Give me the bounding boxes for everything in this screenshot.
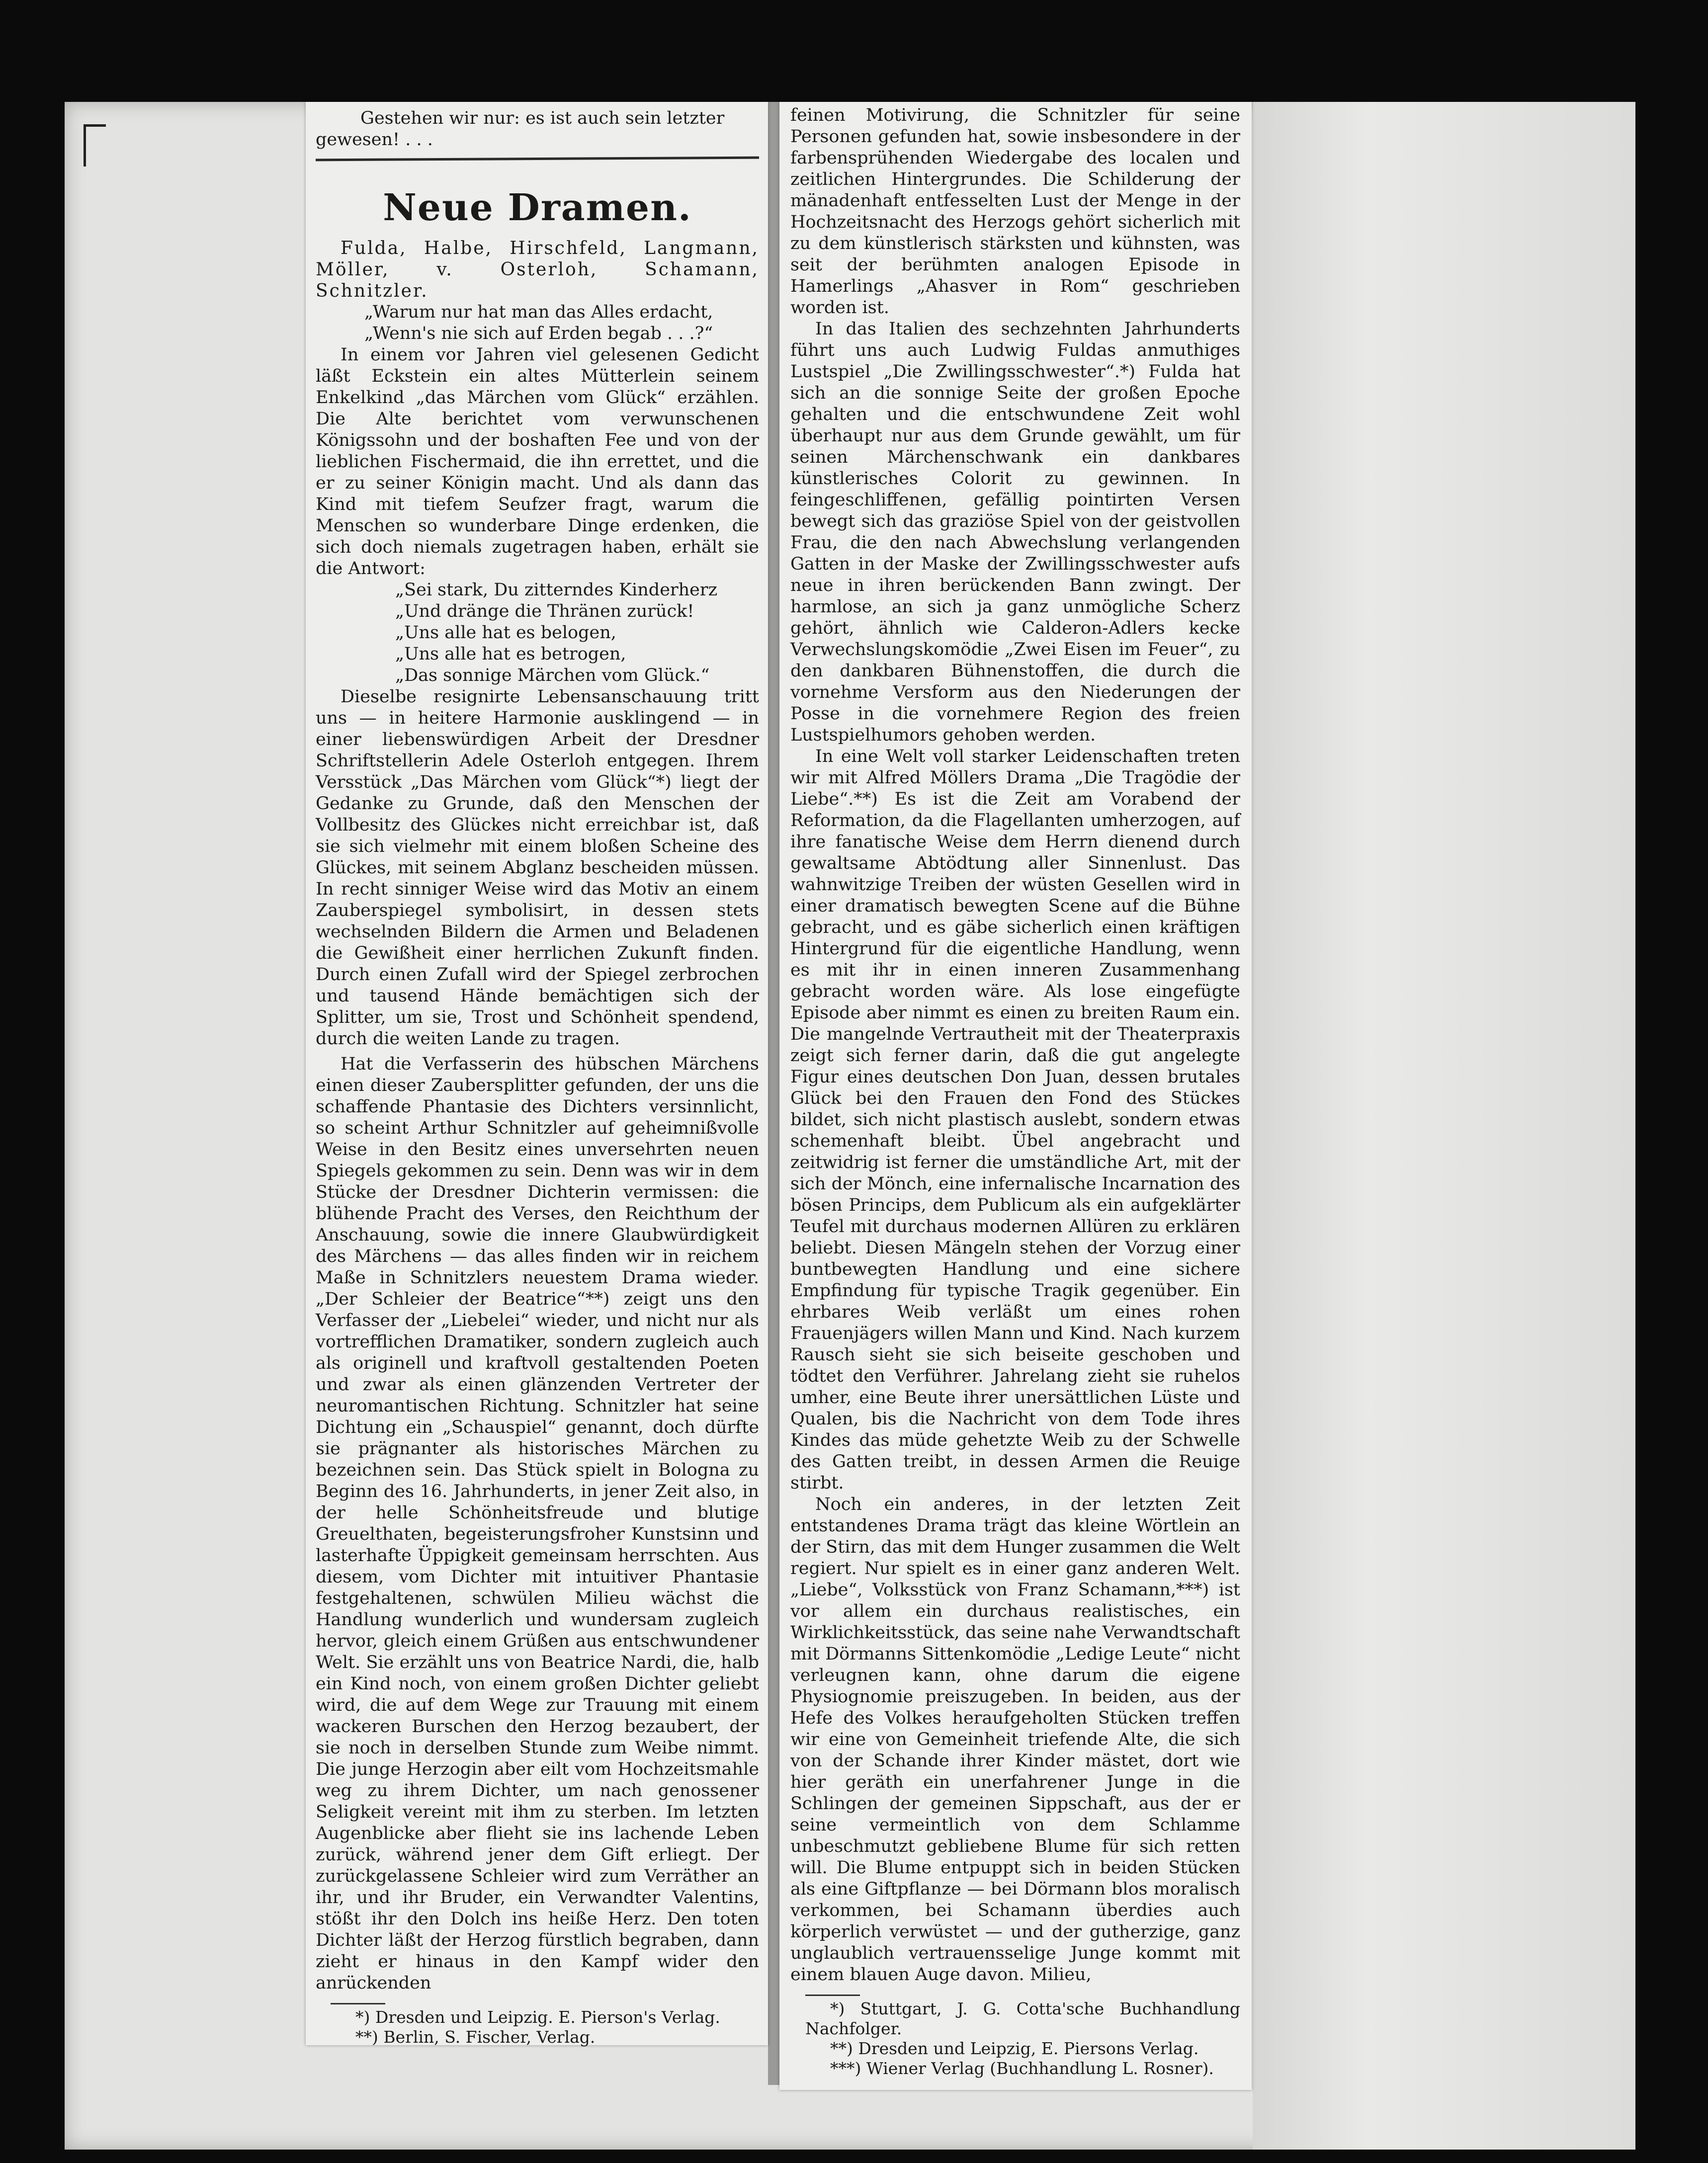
footnote-2: **) Berlin, S. Fischer, Verlag. xyxy=(355,2027,596,2047)
poem-line-4: „Uns alle hat es betrogen, xyxy=(395,644,626,664)
article-authors: Fulda, Halbe, Hirschfeld, Langmann, Möller, v. Osterloh, Schamann, Schnitzler. xyxy=(316,238,759,301)
paragraph: In das Italien des sechzehnten Jahrhunderts führt uns auch Ludwig Fuldas anmuthiges Lustspiel „Die Zwillingsschwester“.*) Fulda hat sich an die sonnige Seite der großen Epoche gehalten und die entschwundene Zeit wohl überhaupt nur aus dem Grunde gewählt, um für seinen Märchenschwank ein dankbares künstlerisches Colorit zu gewinnen. In feingeschliffenen, gefällig pointirten Versen bewegt sich das graziöse Spiel von der geistvollen Frau, die den nach Abwechslung verlangenden Gatten in der Maske der Zwillingsschwester aufs neue in ihren berückenden Bann zwingt. Der harmlose, an sich ja ganz unmögliche Scherz gehört, ähnlich wie Calderon-Adlers kecke Verwechslungskomödie „Zwei Eisen im Feuer“, zu den dankbaren Bühnenstoffen, die durch die vornehme Versform aus den Niederungen der Posse in die vornehmere Region des freien Lustspielhumors gehoben werden. xyxy=(790,319,1240,745)
poem-line-2: „Und dränge die Thränen zurück! xyxy=(395,601,694,621)
poem-line-5: „Das sonnige Märchen vom Glück.“ xyxy=(395,666,710,685)
paragraph: feinen Motivirung, die Schnitzler für seine Personen gefunden hat, sowie insbesondere in der farbensprühenden Wiedergabe des localen und zeitlichen Hintergrundes. Die Schilderung der mänadenhaft entfesselten Lust der Menge in der Hochzeitsnacht des Herzogs gehört sicherlich mit zu dem künstlerisch stärksten und kühnsten, was seit der berühmten analogen Episode in Hamerlings „Ahasver in Rom“ geschrieben worden ist. xyxy=(790,105,1240,318)
clipping-right xyxy=(779,102,1252,2090)
poem-line-3: „Uns alle hat es belogen, xyxy=(395,623,616,643)
motto-line-1: „Warum nur hat man das Alles erdacht, xyxy=(364,302,713,322)
paragraph: Noch ein anderes, in der letzten Zeit entstandenes Drama trägt das kleine Wörtlein an der Stirn, das mit dem Hunger zusammen die Welt regiert. Nur spielt es in einer ganz anderen Welt. „Liebe“, Volksstück von Franz Schamann,***) ist vor allem ein durchaus realistisches, ein Wirklichkeitsstück, das seine nahe Verwandtschaft mit Dörmanns Sittenkomödie „Ledige Leute“ nicht verleugnen kann, ohne darum die eigene Physiognomie preiszugeben. In beiden, aus der Hefe des Volkes heraufgeholten Stücken treffen wir eine von Gemeinheit triefende Alte, die sich von der Schande ihrer Kinder mästet, dort wie hier geräth ein unerfahrener Junge in die Schlingen der gemeinen Sippschaft, aus der er seine vermeintlich von dem Schlamme unbeschmutzt gebliebene Blume für sich retten will. Die Blume entpuppt sich in beiden Stücken als eine Giftpflanze — bei Dörmann blos moralisch verkommen, bei Schamann überdies auch körperlich verwüstet — und der gutherzige, ganz unglaublich vertrauensselige Junge kommt mit einem blauen Auge davon. Milieu, xyxy=(790,1495,1240,1985)
paragraph: In eine Welt voll starker Leidenschaften treten wir mit Alfred Möllers Drama „Die Tragödie der Liebe“.**) Es ist die Zeit am Vorabend der Reformation, da die Flagellanten umherzogen, auf ihre fanatische Weise dem Herrn dienend durch gewaltsame Abtödtung aller Sinnenlust. Das wahnwitzige Treiben der wüsten Gesellen wird in einer dramatisch bewegten Scene auf die Bühne gebracht, und es gäbe sicherlich einen kräftigen Hintergrund für die eigentliche Handlung, wenn es mit ihr in einen inneren Zusammenhang gebracht worden wäre. Als lose eingefügte Episode aber nimmt es einen zu breiten Raum ein. Die mangelnde Vertrautheit mit der Theaterpraxis zeigt sich ferner darin, daß die gut angelegte Figur eines deutschen Don Juan, dessen brutales Glück bei den Frauen den Fond des Stückes bildet, sich nicht plastisch auslebt, sondern etwas schemenhaft bleibt. Übel angebracht und zeitwidrig ist ferner die umständliche Art, mit der sich der Mönch, eine infernalische Incarnation des bösen Princips, dem Publicum als ein aufgeklärter Teufel mit durchaus modernen Allüren zu erklären beliebt. Diesen Mängeln stehen der Vorzug einer buntbewegten Handlung und eine sichere Empfindung für typische Tragik gegenüber. Ein ehrbares Weib verläßt um eines rohen Frauenjägers willen Mann und Kind. Nach kurzem Rausch sieht sie sich beiseite geschoben und tödtet den Verführer. Jahrelang zieht sie ruhelos umher, eine Beute ihrer unersättlichen Lüste und Qualen, bis die Nachricht von dem Tode ihres Kindes das müde gehetzte Weib zu der Schwelle des Gatten treibt, in dessen Armen die Reuige stirbt. xyxy=(790,747,1240,1493)
footnote-1: *) Dresden und Leipzig. E. Pierson's Verlag. xyxy=(355,2007,720,2027)
intro-line-2: gewesen! . . . xyxy=(316,130,433,150)
right-column xyxy=(790,105,1240,2079)
left-column xyxy=(316,108,759,2047)
corner-crop-mark xyxy=(84,124,106,166)
paragraph: In einem vor Jahren viel gelesenen Gedicht läßt Eckstein ein altes Mütterlein seinem Enkelkind „das Märchen vom Glück“ erzählen. Die Alte berichtet vom verwunschenen Königssohn und der boshaften Fee und von der lieblichen Fischermaid, die ihn errettet, und die er zu seiner Königin macht. Und als dann das Kind mit tiefem Seufzer fragt, warum die Menschen so wunderbare Dinge erdenken, die sich doch niemals zugetragen haben, erhält sie die Antwort: xyxy=(316,345,759,579)
intro-line-1: Gestehen wir nur: es ist auch sein letzter xyxy=(360,108,725,128)
article-title: Neue Dramen. xyxy=(383,186,692,229)
section-divider xyxy=(316,157,759,162)
footnote-1: *) Stuttgart, J. G. Cotta'sche Buchhandlung Nachfolger. xyxy=(805,1999,1240,2038)
motto-line-2: „Wenn's nie sich auf Erden begab . . .?“ xyxy=(364,324,713,343)
column-seam xyxy=(768,102,779,2085)
footnote-rule xyxy=(331,2003,385,2004)
footnote-3: ***) Wiener Verlag (Buchhandlung L. Rosner). xyxy=(830,2059,1214,2078)
clipping-left xyxy=(306,102,768,2045)
paragraph: Hat die Verfasserin des hübschen Märchens einen dieser Zaubersplitter gefunden, der uns die schaffende Phantasie des Dichters versinnlicht, so scheint Arthur Schnitzler auf geheimnißvolle Weise in den Besitz eines unversehrten neuen Spiegels gekommen zu sein. Denn was wir in dem Stücke der Dresdner Dichterin vermissen: die blühende Pracht des Verses, den Reichthum der Anschauung, sowie die innere Glaubwürdigkeit des Märchens — das alles finden wir in reichem Maße in Schnitzlers neuestem Drama wieder. „Der Schleier der Beatrice“**) zeigt uns den Verfasser der „Liebelei“ wieder, und nicht nur als vortrefflichen Dramatiker, sondern zugleich auch als originell und kraftvoll gestaltenden Poeten und zwar als einen glänzenden Vertreter der neuromantischen Richtung. Schnitzler hat seine Dichtung ein „Schauspiel“ genannt, doch dürfte sie prägnanter als historisches Märchen zu bezeichnen sein. Das Stück spielt in Bologna zu Beginn des 16. Jahrhunderts, in jener Zeit also, in der helle Schönheitsfreude und blutige Greuelthaten, begeisterungsfroher Kunstsinn und lasterhafte Üppigkeit gemeinsam herrschten. Aus diesem, vom Dichter mit intuitiver Phantasie festgehaltenen, schwülen Milieu wächst die Handlung wunderlich und wundersam zugleich hervor, gleich einem Grüßen aus entschwundener Welt. Sie erzählt uns von Beatrice Nardi, die, halb ein Kind noch, von einem großen Dichter geliebt wird, die auf dem Wege zur Trauung mit einem wackeren Burschen den Herzog bezaubert, der sie noch in derselben Stunde zum Weibe nimmt. Die junge Herzogin aber eilt vom Hochzeitsmahle weg zu ihrem Dichter, um nach genossener Seligkeit vereint mit ihm zu sterben. Im letzten Augenblicke aber flieht sie ins lachende Leben zurück, während jener dem Gift erliegt. Der zurückgelassene Schleier wird zum Verräther an ihr, und ihr Bruder, ein Verwandter Valentins, stößt ihr den Dolch ins heiße Herz. Den toten Dichter läßt der Herzog fürstlich begraben, dann zieht er hinaus in den Kampf wider den anrückenden xyxy=(316,1054,759,1993)
footnote-2: **) Dresden und Leipzig, E. Piersons Verlag. xyxy=(830,2039,1199,2058)
sheet-margin xyxy=(1253,102,1635,2150)
paragraph: Dieselbe resignirte Lebensanschauung tritt uns — in heitere Harmonie ausklingend — in einer liebenswürdigen Arbeit der Dresdner Schriftstellerin Adele Osterloh entgegen. Ihrem Versstück „Das Märchen vom Glück“*) liegt der Gedanke zu Grunde, daß den Menschen der Vollbesitz des Glückes nicht erreichbar ist, daß sie sich vielmehr mit einem bloßen Scheine des Glückes, mit seinem Abglanz bescheiden müssen. In recht sinniger Weise wird das Motiv an einem Zauberspiegel symbolisirt, in dessen stets wechselnden Bildern die Armen und Beladenen die Gewißheit einer herrlichen Zukunft finden. Durch einen Zufall wird der Spiegel zerbrochen und tausend Hände bemächtigen sich der Splitter, um sie, Trost und Schönheit spendend, durch die weiten Lande zu tragen. xyxy=(316,687,759,1049)
poem-line-1: „Sei stark, Du zitterndes Kinderherz xyxy=(395,580,718,600)
footnote-rule xyxy=(805,1995,860,1996)
